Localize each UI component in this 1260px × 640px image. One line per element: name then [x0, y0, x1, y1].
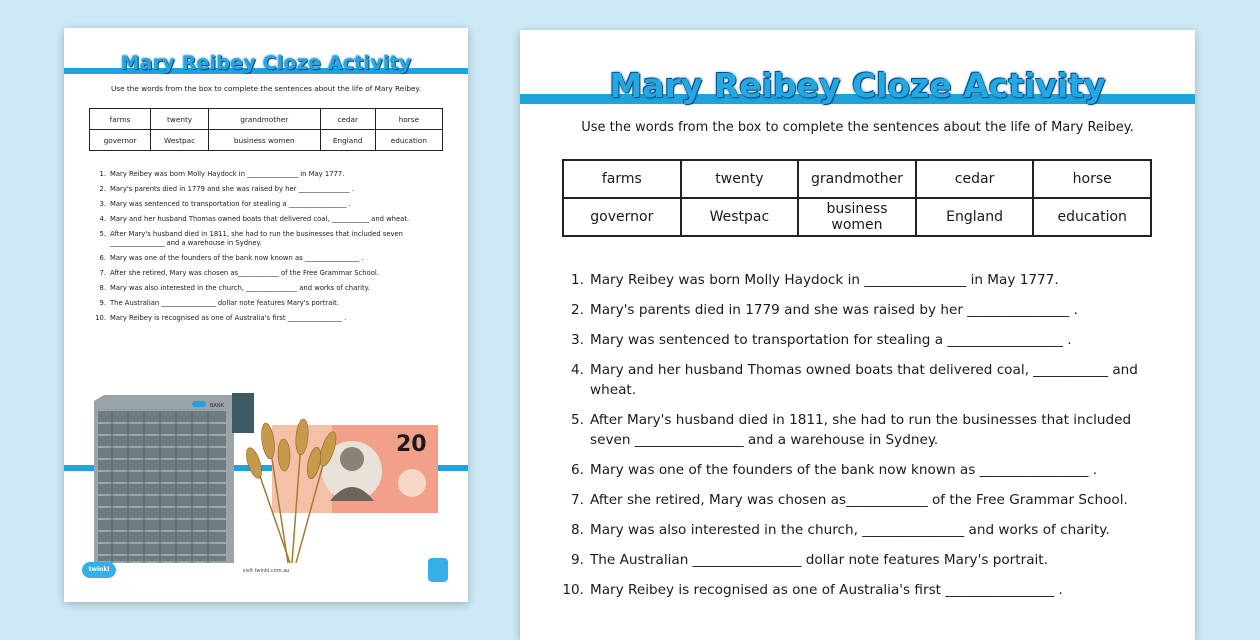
sentence-number: 10. [95, 314, 106, 322]
word-cell: farms [90, 109, 151, 130]
word-row [90, 109, 443, 130]
page-title: Mary Reibey Cloze Activity [120, 52, 412, 74]
word-cell: governor [563, 198, 681, 236]
word-cell: England [320, 130, 375, 151]
sentence-list [556, 270, 1166, 610]
worksheet-page [520, 30, 1195, 640]
sentence-item [556, 360, 1166, 400]
sentence-item [556, 330, 1166, 350]
sentence-text: Mary Reibey was born Molly Haydock in _______________ in May 1777. [110, 170, 345, 178]
word-cell: Westpac [151, 130, 209, 151]
sentence-text: Mary was sentenced to transportation for stealing a _________________ . [590, 332, 1072, 348]
sentence-number: 6. [99, 254, 106, 262]
word-cell: England [916, 198, 1034, 236]
sentence-item [556, 490, 1166, 510]
thumbnail-page [64, 28, 468, 602]
sentence-number: 4. [571, 362, 584, 378]
sentence-item [556, 550, 1166, 570]
sentence-text: After she retired, Mary was chosen as____________ of the Free Grammar School. [590, 492, 1128, 508]
sentence-number: 1. [99, 170, 106, 178]
note-value: 20 [396, 432, 427, 457]
instructions: Use the words from the box to complete the sentences about the life of Mary Reibey. [110, 84, 422, 93]
sentence-text: The Australian ________________ dollar note features Mary's portrait. [590, 552, 1048, 568]
word-box [89, 108, 443, 151]
sentence-number: 5. [99, 230, 106, 238]
twinkl-logo: twinkl [82, 562, 116, 578]
sentence-item [90, 299, 440, 308]
sentence-number: 1. [571, 272, 584, 288]
sentence-number: 6. [571, 462, 584, 478]
sentence-text: Mary was one of the founders of the bank now known as ________________ . [110, 254, 364, 262]
sentence-text: Mary and her husband Thomas owned boats that delivered coal, ___________ and wheat. [110, 215, 410, 223]
word-cell: horse [375, 109, 442, 130]
footer-url: visit twinkl.com.au [242, 568, 290, 574]
sentence-item [90, 170, 440, 179]
sentence-text: Mary was one of the founders of the bank now known as ________________ . [590, 462, 1098, 478]
sentence-number: 3. [99, 200, 106, 208]
sentence-text: After she retired, Mary was chosen as____________ of the Free Grammar School. [110, 269, 379, 277]
sentence-item [556, 300, 1166, 320]
sentence-item [90, 230, 440, 248]
word-cell: cedar [916, 160, 1034, 198]
word-cell: education [375, 130, 442, 151]
word-row [563, 160, 1151, 198]
sentence-item [90, 215, 440, 224]
footer-badge-icon [428, 558, 448, 582]
sentence-number: 8. [571, 522, 584, 538]
sentence-text: Mary was also interested in the church, _______________ and works of charity. [110, 284, 370, 292]
word-cell: horse [1033, 160, 1151, 198]
sentence-text: After Mary's husband died in 1811, she had to run the businesses that included seven ________________ and a warehouse in Sydney. [110, 230, 403, 247]
word-row [90, 130, 443, 151]
instructions: Use the words from the box to complete the sentences about the life of Mary Reibey. [581, 120, 1134, 135]
sentence-item [90, 284, 440, 293]
sentence-text: The Australian ________________ dollar note features Mary's portrait. [110, 299, 339, 307]
sentence-item [556, 520, 1166, 540]
word-cell: business women [798, 198, 916, 236]
sentence-item [90, 269, 440, 278]
sentence-text: Mary's parents died in 1779 and she was raised by her _______________ . [590, 302, 1078, 318]
sentence-text: Mary was also interested in the church, _______________ and works of charity. [590, 522, 1110, 538]
sentence-number: 9. [571, 552, 584, 568]
sentence-number: 10. [562, 582, 584, 598]
sentence-item [556, 460, 1166, 480]
sentence-number: 2. [99, 185, 106, 193]
sentence-number: 4. [99, 215, 106, 223]
sentence-item [556, 580, 1166, 600]
bank-label: BANK [210, 403, 224, 409]
sentence-number: 7. [571, 492, 584, 508]
word-cell: governor [90, 130, 151, 151]
sentence-text: Mary was sentenced to transportation for stealing a _________________ . [110, 200, 351, 208]
page-title: Mary Reibey Cloze Activity [609, 66, 1106, 105]
word-row [563, 198, 1151, 236]
sentence-text: Mary's parents died in 1779 and she was raised by her _______________ . [110, 185, 354, 193]
sentence-text: Mary Reibey is recognised as one of Australia's first ________________ . [110, 314, 347, 322]
sentence-text: Mary Reibey is recognised as one of Australia's first ________________ . [590, 582, 1063, 598]
sentence-item [90, 314, 440, 323]
illustration [92, 393, 442, 563]
sentence-number: 2. [571, 302, 584, 318]
word-cell: twenty [681, 160, 799, 198]
sentence-list [90, 170, 440, 323]
sentence-item [556, 270, 1166, 290]
sentence-number: 5. [571, 412, 584, 428]
sentence-item [556, 410, 1166, 450]
sentence-number: 7. [99, 269, 106, 277]
sentence-text: Mary Reibey was born Molly Haydock in _______________ in May 1777. [590, 272, 1059, 288]
sentence-number: 8. [99, 284, 106, 292]
word-box [562, 159, 1152, 237]
word-cell: cedar [320, 109, 375, 130]
word-cell: farms [563, 160, 681, 198]
sentence-number: 3. [571, 332, 584, 348]
sentence-item [90, 254, 440, 263]
sentence-text: After Mary's husband died in 1811, she had to run the businesses that included seven ________________ and a warehouse in Sydney. [590, 412, 1132, 448]
word-cell: Westpac [681, 198, 799, 236]
word-cell: grandmother [798, 160, 916, 198]
sentence-text: Mary and her husband Thomas owned boats that delivered coal, ___________ and wheat. [590, 362, 1138, 398]
building-illustration [94, 393, 254, 563]
sentence-item [90, 200, 440, 209]
sentence-number: 9. [99, 299, 106, 307]
word-cell: education [1033, 198, 1151, 236]
word-cell: business women [209, 130, 321, 151]
word-cell: grandmother [209, 109, 321, 130]
sentence-item [90, 185, 440, 194]
word-cell: twenty [151, 109, 209, 130]
